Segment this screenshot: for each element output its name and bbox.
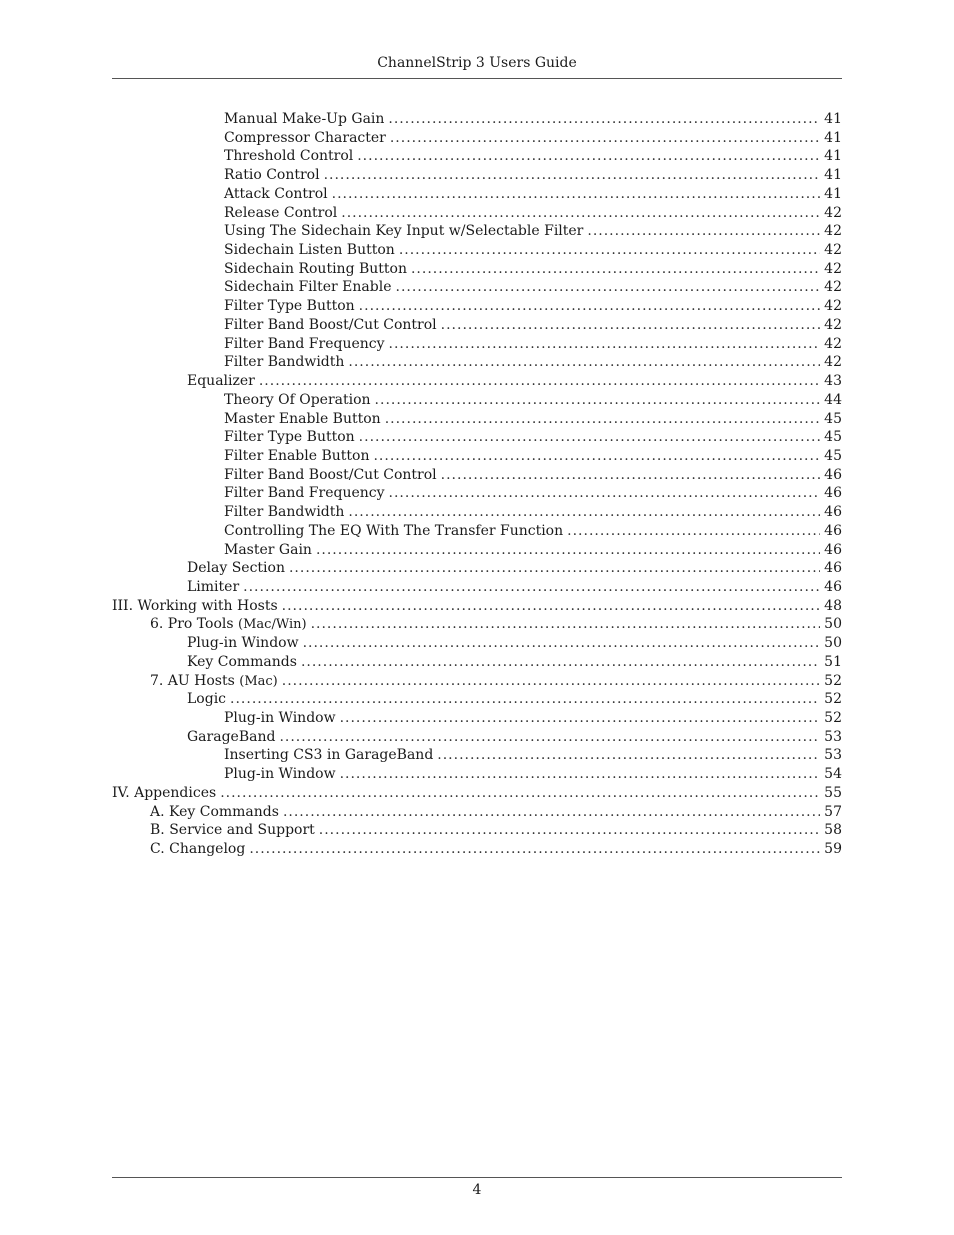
toc-entry-page: 55 [824,784,842,801]
toc-entry[interactable] [112,578,842,597]
toc-entry-title-text: Threshold Control [224,148,354,165]
toc-entry-page: 57 [824,803,842,820]
dot-leader [282,672,820,690]
toc-entry-title [187,690,226,708]
toc-entry-title [187,578,239,596]
toc-entry-page: 52 [824,710,842,726]
toc-entry-title [224,447,369,465]
toc-entry-title [150,803,279,821]
toc-entry-title [224,391,371,409]
toc-entry[interactable] [112,428,842,447]
toc-entry[interactable] [112,147,842,166]
toc-entry[interactable] [112,541,842,560]
toc-entry-title-text: Filter Band Boost/Cut Control [224,316,437,333]
dot-leader [437,746,820,764]
toc-entry-title [187,634,299,652]
toc-entry-page: 52 [824,672,842,689]
toc-entry-title-text: Filter Enable Button [224,447,370,464]
toc-entry-title-text: Filter Band Boost/Cut Control [224,466,437,483]
toc-entry-title [187,559,285,577]
toc-entry-page: 42 [824,204,842,221]
dot-leader [348,353,820,371]
toc-entry-title [224,709,336,727]
toc-entry[interactable] [112,129,842,148]
toc-entry[interactable] [112,746,842,765]
toc-entry-page: 42 [824,335,842,352]
toc-entry-title-text: B. Service and Support [150,822,315,839]
table-of-contents [112,110,842,859]
toc-entry-title [150,672,278,691]
dot-leader [341,204,820,222]
toc-entry-page: 46 [824,560,842,577]
toc-entry-title [224,410,381,428]
toc-entry-page: 59 [824,841,842,858]
toc-entry-title-text: Limiter [187,578,240,595]
toc-entry[interactable] [112,559,842,578]
toc-entry-title-text: Delay Section [187,560,285,577]
toc-entry-title [187,653,297,671]
page-header-title: ChannelStrip 3 Users Guide [377,55,577,71]
toc-entry[interactable] [112,110,842,129]
toc-entry-page: 46 [824,504,842,521]
toc-entry[interactable] [112,503,842,522]
dot-leader [357,147,820,165]
toc-entry-title-text: Using The Sidechain Key Input w/Selectable Filter [224,223,584,240]
toc-entry-note: (Mac/Win) [238,617,307,633]
toc-entry-title-text: Logic [187,691,227,708]
toc-entry-page: 50 [824,635,842,652]
toc-entry[interactable] [112,353,842,372]
toc-entry[interactable] [112,784,842,803]
toc-entry-title-text: Sidechain Listen Button [224,242,395,259]
toc-entry-title [224,129,386,147]
dot-leader [311,615,820,633]
dot-leader [301,653,820,671]
dot-leader [332,185,820,203]
toc-entry-page: 48 [824,597,842,614]
toc-entry-title [224,746,433,764]
dot-leader [340,709,820,727]
toc-entry[interactable] [112,278,842,297]
toc-entry-title-text: III. Working with Hosts [112,597,278,614]
toc-entry-title [224,222,583,240]
toc-entry-title-text: Master Enable Button [224,410,381,427]
toc-entry[interactable] [112,260,842,279]
toc-entry-title-text: 6. Pro Tools [150,616,234,633]
toc-entry-title [224,428,355,446]
dot-leader [340,765,820,783]
toc-entry-page: 41 [824,111,842,127]
toc-entry-title [224,503,344,521]
toc-entry[interactable] [112,728,842,747]
toc-entry-title-text: Plug-in Window [187,635,299,652]
toc-entry[interactable] [112,709,842,728]
toc-entry[interactable] [112,597,842,616]
toc-entry-title [224,260,407,278]
toc-entry-title-text: Filter Band Frequency [224,485,385,502]
dot-leader [279,728,820,746]
toc-entry-page: 46 [824,541,842,558]
dot-leader [390,129,820,147]
toc-entry-page: 46 [824,485,842,502]
dot-leader [399,241,820,259]
dot-leader [389,335,820,353]
toc-entry-page: 53 [824,747,842,764]
toc-entry[interactable] [112,840,842,859]
dot-leader [441,316,820,334]
toc-entry-page: 54 [824,766,842,783]
toc-entry-title-text: Inserting CS3 in GarageBand [224,747,434,764]
toc-entry-title-text: Attack Control [224,185,328,202]
dot-leader [389,484,820,502]
toc-entry[interactable] [112,466,842,485]
toc-entry-page: 41 [824,148,842,165]
toc-entry-page: 58 [824,822,842,839]
toc-entry-page: 42 [824,260,842,277]
dot-leader [282,597,820,615]
toc-entry-title [187,728,275,746]
toc-entry-title-text: Key Commands [187,653,297,670]
toc-entry[interactable] [112,634,842,653]
dot-leader [388,110,820,128]
toc-entry-page: 42 [824,298,842,315]
dot-leader [396,278,821,296]
page-number: 4 [472,1182,482,1198]
toc-entry[interactable] [112,204,842,223]
toc-entry-title [224,466,437,484]
toc-entry[interactable] [112,222,842,241]
dot-leader [230,690,820,708]
toc-entry-title [224,335,385,353]
toc-entry[interactable] [112,615,842,634]
dot-leader [289,559,820,577]
toc-entry-title-text: GarageBand [187,728,276,745]
dot-leader [220,784,820,802]
toc-entry-page: 42 [824,354,842,371]
header-rule [112,78,842,79]
toc-entry[interactable] [112,410,842,429]
toc-entry[interactable] [112,803,842,822]
toc-entry[interactable] [112,690,842,709]
dot-leader [587,222,820,240]
toc-entry-title [224,765,336,783]
toc-entry-title-text: Filter Bandwidth [224,354,345,371]
toc-entry-title-text: Filter Type Button [224,429,355,446]
toc-entry-title [150,840,245,858]
toc-entry-page: 44 [824,391,842,408]
toc-entry-title [224,484,385,502]
toc-entry[interactable] [112,484,842,503]
toc-entry[interactable] [112,372,842,391]
dot-leader [324,166,820,184]
toc-entry-title-text: Controlling The EQ With The Transfer Function [224,522,564,539]
dot-leader [319,821,820,839]
dot-leader [283,803,820,821]
dot-leader [303,634,820,652]
toc-entry-title [224,241,395,259]
toc-entry-page: 46 [824,522,842,539]
toc-entry-title-text: Plug-in Window [224,766,336,783]
toc-entry-title-text: C. Changelog [150,841,246,858]
toc-entry-title-text: Filter Band Frequency [224,335,385,352]
toc-entry-title-text: Compressor Character [224,129,386,146]
toc-entry-title-text: Master Gain [224,541,312,558]
dot-leader [316,541,820,559]
toc-entry-page: 41 [824,167,842,184]
dot-leader [348,503,820,521]
toc-entry-page: 42 [824,223,842,240]
toc-entry-page: 46 [824,578,842,595]
toc-entry[interactable] [112,765,842,784]
footer-rule [112,1177,842,1178]
toc-entry-title [224,147,353,165]
toc-entry[interactable] [112,821,842,840]
toc-entry-title [224,166,320,184]
toc-entry[interactable] [112,391,842,410]
toc-entry-title [224,278,392,296]
dot-leader [359,428,820,446]
toc-entry-title-text: Filter Bandwidth [224,504,345,521]
toc-entry-title-text: A. Key Commands [150,803,279,820]
toc-entry-title-text: Plug-in Window [224,710,336,726]
toc-entry-title [112,597,278,615]
toc-entry-title [112,784,216,802]
toc-entry-page: 45 [824,410,842,427]
toc-entry-title [224,110,384,128]
toc-entry-title [224,297,355,315]
toc-entry[interactable] [112,316,842,335]
dot-leader [373,447,820,465]
dot-leader [441,466,820,484]
toc-entry[interactable] [112,522,842,541]
dot-leader [385,410,820,428]
toc-entry-title-text: IV. Appendices [112,784,217,801]
toc-entry[interactable] [112,672,842,691]
toc-entry[interactable] [112,653,842,672]
toc-entry-page: 52 [824,691,842,708]
toc-entry-page: 42 [824,242,842,259]
toc-entry-note: (Mac) [239,673,278,689]
toc-entry[interactable] [112,335,842,354]
toc-entry-title [150,615,307,634]
toc-entry-page: 42 [824,279,842,296]
dot-leader [411,260,820,278]
dot-leader [243,578,820,596]
toc-entry-title-text: Equalizer [187,373,255,390]
toc-entry-page: 42 [824,316,842,333]
dot-leader [375,391,820,409]
toc-entry-title-text: Sidechain Filter Enable [224,279,392,296]
toc-entry-title-text: Theory Of Operation [224,391,371,408]
toc-entry-title [150,821,315,839]
toc-entry-page: 46 [824,466,842,483]
toc-entry-title [224,522,563,540]
toc-entry-title [224,204,337,222]
dot-leader [249,840,820,858]
toc-entry-title-text: Ratio Control [224,167,320,184]
toc-entry[interactable] [112,447,842,466]
toc-entry-title-text: Release Control [224,204,338,221]
toc-entry-title [187,372,255,390]
toc-entry-page: 50 [824,616,842,633]
dot-leader [359,297,820,315]
toc-entry-title [224,353,344,371]
toc-entry[interactable] [112,185,842,204]
toc-entry-page: 53 [824,728,842,745]
toc-entry-page: 45 [824,447,842,464]
toc-entry-page: 45 [824,429,842,446]
dot-leader [259,372,820,390]
dot-leader [567,522,820,540]
toc-entry-page: 41 [824,129,842,146]
toc-entry[interactable] [112,297,842,316]
toc-entry-title-text: Manual Make-Up Gain [224,111,385,127]
toc-entry[interactable] [112,166,842,185]
toc-entry-page: 51 [824,653,842,670]
toc-entry-title-text: 7. AU Hosts [150,672,235,689]
toc-entry-title [224,185,328,203]
toc-entry-page: 43 [824,373,842,390]
toc-entry-title-text: Sidechain Routing Button [224,260,407,277]
toc-entry-title-text: Filter Type Button [224,298,355,315]
toc-entry[interactable] [112,241,842,260]
toc-entry-page: 41 [824,185,842,202]
toc-entry-title [224,316,437,334]
toc-entry-title [224,541,312,559]
